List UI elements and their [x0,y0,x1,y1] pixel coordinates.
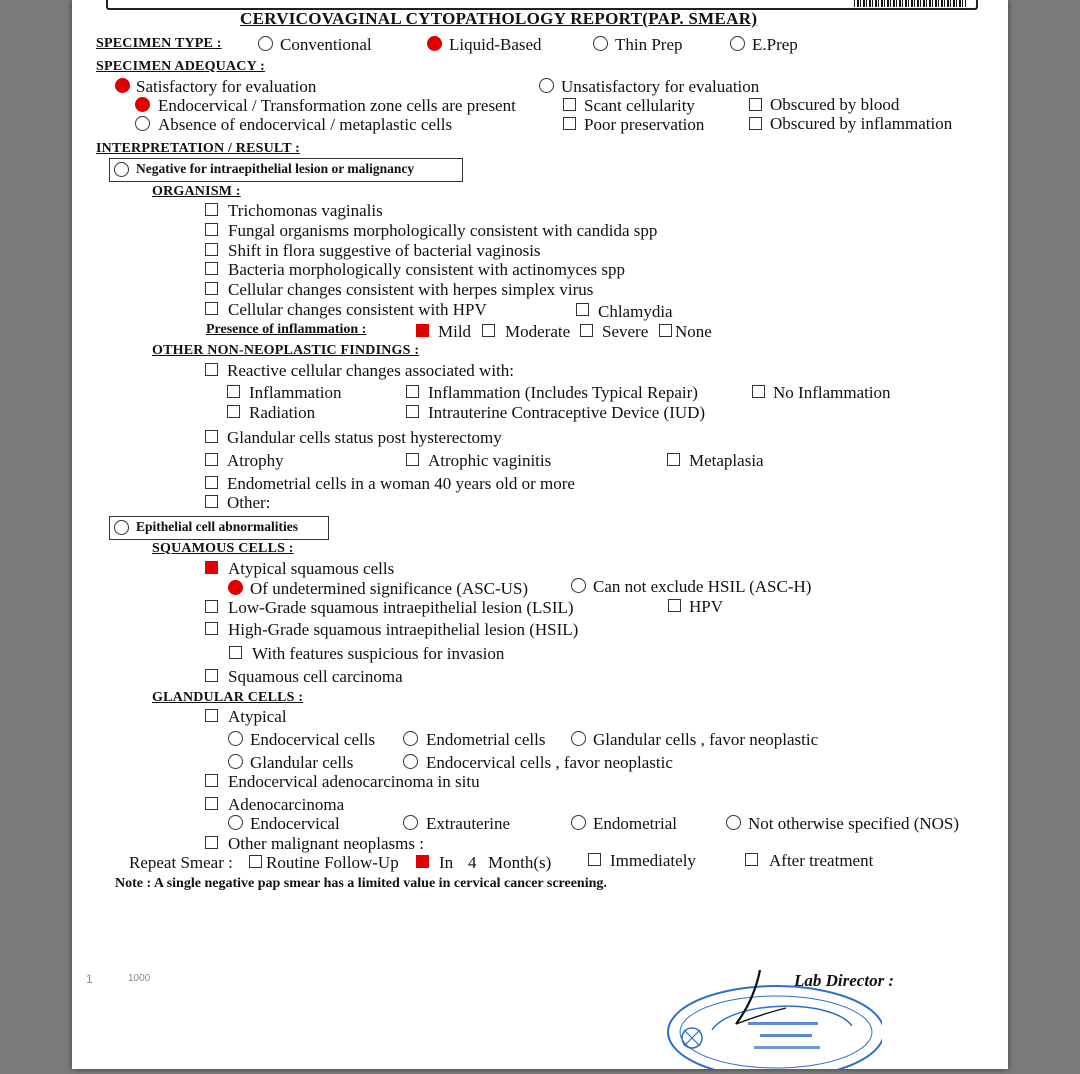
inflammation-repair-label: Inflammation (Includes Typical Repair) [428,383,698,402]
hsil-label: High-Grade squamous intraepithelial lesion (HSIL) [228,620,579,639]
repeat-months-label: Month(s) [488,853,552,872]
radio-unsatisfactory[interactable] [539,78,554,93]
scant-label: Scant cellularity [584,96,695,115]
interpretation-label: INTERPRETATION / RESULT : [96,141,301,156]
checkbox-organism[interactable] [205,302,218,315]
footer-code: 1000 [128,973,151,984]
checkbox-organism[interactable] [205,243,218,256]
radio-adeno-endocervical[interactable] [228,815,243,830]
glandular-cells-label: Glandular cells [250,753,354,772]
checkbox-inflammation-moderate[interactable] [482,324,495,337]
repeat-months-value: 4 [468,853,477,872]
atypical-label: Atypical [228,707,287,726]
checkbox-inflammation-severe[interactable] [580,324,593,337]
adenocarcinoma-label: Adenocarcinoma [228,795,345,814]
checkbox-atypical[interactable] [205,709,218,722]
asc-h-label: Can not exclude HSIL (ASC-H) [593,577,812,596]
checkbox-invasion[interactable] [229,646,242,659]
radio-adeno-nos[interactable] [726,815,741,830]
checkbox-atypical-squamous[interactable] [205,561,218,574]
reactive-label: Reactive cellular changes associated with: [227,361,514,380]
severe-label: Severe [602,322,649,341]
organism-item: Bacteria morphologically consistent with actinomyces spp [228,260,626,279]
specimen-adequacy-label: SPECIMEN ADEQUACY : [96,59,265,74]
radiation-label: Radiation [249,403,316,422]
checkbox-organism[interactable] [205,223,218,236]
radio-endocervical-cells[interactable] [228,731,243,746]
obscured-blood-label: Obscured by blood [770,95,900,114]
invasion-label: With features suspicious for invasion [252,644,505,663]
ais-label: Endocervical adenocarcinoma in situ [228,772,480,791]
checkbox-ais[interactable] [205,774,218,787]
adeno-endometrial-label: Endometrial [593,814,678,833]
stamp-icon [652,960,882,1069]
checkbox-reactive-inflammation[interactable] [227,385,240,398]
report-title: CERVICOVAGINAL CYTOPATHOLOGY REPORT(PAP. SMEAR) [240,9,758,28]
checkbox-organism[interactable] [205,282,218,295]
page-number: 1 [86,972,93,986]
checkbox-chlamydia[interactable] [576,303,589,316]
checkbox-hpv[interactable] [668,599,681,612]
glandular-label: GLANDULAR CELLS : [152,690,304,705]
other-findings-label: OTHER NON-NEOPLASTIC FINDINGS : [152,343,420,358]
atypical-squamous-label: Atypical squamous cells [228,559,395,578]
lab-stamp [652,960,882,1069]
repeat-label: Repeat Smear : [129,853,233,872]
radio-endocervical-favor[interactable] [403,754,418,769]
checkbox-radiation[interactable] [227,405,240,418]
radio-epithelial[interactable] [114,520,129,535]
radio-absence-endocervical[interactable] [135,116,150,131]
satisfactory-label: Satisfactory for evaluation [136,77,317,96]
radio-thin-prep[interactable] [593,36,608,51]
lab-director-label: Lab Director : [794,971,895,990]
checkbox-scant[interactable] [563,98,576,111]
radio-glandular-cells[interactable] [228,754,243,769]
asc-us-label: Of undetermined significance (ASC-US) [250,579,529,598]
radio-adeno-endometrial[interactable] [571,815,586,830]
checkbox-reactive[interactable] [205,363,218,376]
checkbox-inflammation-none[interactable] [659,324,672,337]
endometrial-40-label: Endometrial cells in a woman 40 years old or more [227,474,575,493]
liquid-based-label: Liquid-Based [449,35,542,54]
radio-asc-us[interactable] [228,580,243,595]
barcode [854,0,966,7]
radio-satisfactory[interactable] [115,78,130,93]
glandular-post-label: Glandular cells status post hysterectomy [227,428,502,447]
organism-item: Shift in flora suggestive of bacterial vaginosis [228,241,541,260]
endometrial-cells-label: Endometrial cells [426,730,546,749]
unsatisfactory-label: Unsatisfactory for evaluation [561,77,760,96]
checkbox-hsil[interactable] [205,622,218,635]
no-inflammation-label: No Inflammation [773,383,891,402]
checkbox-lsil[interactable] [205,600,218,613]
organism-item: Cellular changes consistent with HPV [228,300,487,319]
radio-endocervical-present[interactable] [135,97,150,112]
checkbox-routine[interactable] [249,855,262,868]
checkbox-atrophy[interactable] [205,453,218,466]
checkbox-obscured-blood[interactable] [749,98,762,111]
checkbox-adenocarcinoma[interactable] [205,797,218,810]
mild-label: Mild [438,322,472,341]
radio-conventional[interactable] [258,36,273,51]
report-page [72,0,1008,1069]
checkbox-no-inflammation[interactable] [752,385,765,398]
organism-item: Fungal organisms morphologically consistent with candida spp [228,221,658,240]
organism-label: ORGANISM : [152,184,241,199]
checkbox-organism[interactable] [205,203,218,216]
other-label: Other: [227,493,271,512]
thin-prep-label: Thin Prep [615,35,683,54]
radio-liquid-based[interactable] [427,36,442,51]
iud-label: Intrauterine Contraceptive Device (IUD) [428,403,706,422]
inflammation-label: Presence of inflammation : [206,322,367,337]
adeno-endocervical-label: Endocervical [250,814,340,833]
checkbox-other-malignant[interactable] [205,836,218,849]
radio-e-prep[interactable] [730,36,745,51]
immediately-label: Immediately [610,851,696,870]
negative-frame[interactable] [109,158,463,182]
chlamydia-label: Chlamydia [598,302,673,321]
routine-label: Routine Follow-Up [266,853,399,872]
epithelial-label: Epithelial cell abnormalities [136,519,298,534]
checkbox-obscured-inflammation[interactable] [749,117,762,130]
checkbox-inflammation-mild[interactable] [416,324,429,337]
checkbox-immediately[interactable] [588,853,601,866]
lsil-label: Low-Grade squamous intraepithelial lesion (LSIL) [228,598,574,617]
reactive-inflammation-label: Inflammation [249,383,342,402]
checkbox-other[interactable] [205,495,218,508]
none-label: None [675,322,712,341]
radio-negative[interactable] [114,162,129,177]
checkbox-inflammation-repair[interactable] [406,385,419,398]
other-malignant-label: Other malignant neoplasms : [228,834,424,853]
checkbox-after-treatment[interactable] [745,853,758,866]
epithelial-frame[interactable] [109,516,329,540]
obscured-inflammation-label: Obscured by inflammation [770,114,953,133]
scc-label: Squamous cell carcinoma [228,667,403,686]
squamous-label: SQUAMOUS CELLS : [152,541,294,556]
organism-item: Trichomonas vaginalis [228,201,383,220]
radio-endometrial-cells[interactable] [403,731,418,746]
adeno-extrauterine-label: Extrauterine [426,814,511,833]
note-text: Note : A single negative pap smear has a limited value in cervical cancer screening. [115,876,607,891]
checkbox-poor-preservation[interactable] [563,117,576,130]
moderate-label: Moderate [505,322,571,341]
checkbox-iud[interactable] [406,405,419,418]
checkbox-endometrial-40[interactable] [205,476,218,489]
poor-preservation-label: Poor preservation [584,115,705,134]
checkbox-organism[interactable] [205,262,218,275]
radio-glandular-favor[interactable] [571,731,586,746]
after-treatment-label: After treatment [769,851,874,870]
hpv-label: HPV [689,597,724,616]
metaplasia-label: Metaplasia [689,451,764,470]
atrophic-vaginitis-label: Atrophic vaginitis [428,451,552,470]
absence-endocervical-label: Absence of endocervical / metaplastic cells [158,115,453,134]
radio-adeno-extrauterine[interactable] [403,815,418,830]
e-prep-label: E.Prep [752,35,798,54]
specimen-type-label: SPECIMEN TYPE : [96,36,222,51]
glandular-favor-label: Glandular cells , favor neoplastic [593,730,819,749]
radio-asc-h[interactable] [571,578,586,593]
endocervical-present-label: Endocervical / Transformation zone cells are present [158,96,516,115]
endocervical-cells-label: Endocervical cells [250,730,376,749]
negative-label: Negative for intraepithelial lesion or malignancy [136,161,415,176]
conventional-label: Conventional [280,35,372,54]
atrophy-label: Atrophy [227,451,284,470]
adeno-nos-label: Not otherwise specified (NOS) [748,814,960,833]
endocervical-favor-label: Endocervical cells , favor neoplastic [426,753,673,772]
checkbox-glandular-post[interactable] [205,430,218,443]
repeat-in-label: In [439,853,454,872]
checkbox-repeat-in[interactable] [416,855,429,868]
checkbox-scc[interactable] [205,669,218,682]
checkbox-atrophic-vaginitis[interactable] [406,453,419,466]
organism-item: Cellular changes consistent with herpes simplex virus [228,280,594,299]
checkbox-metaplasia[interactable] [667,453,680,466]
